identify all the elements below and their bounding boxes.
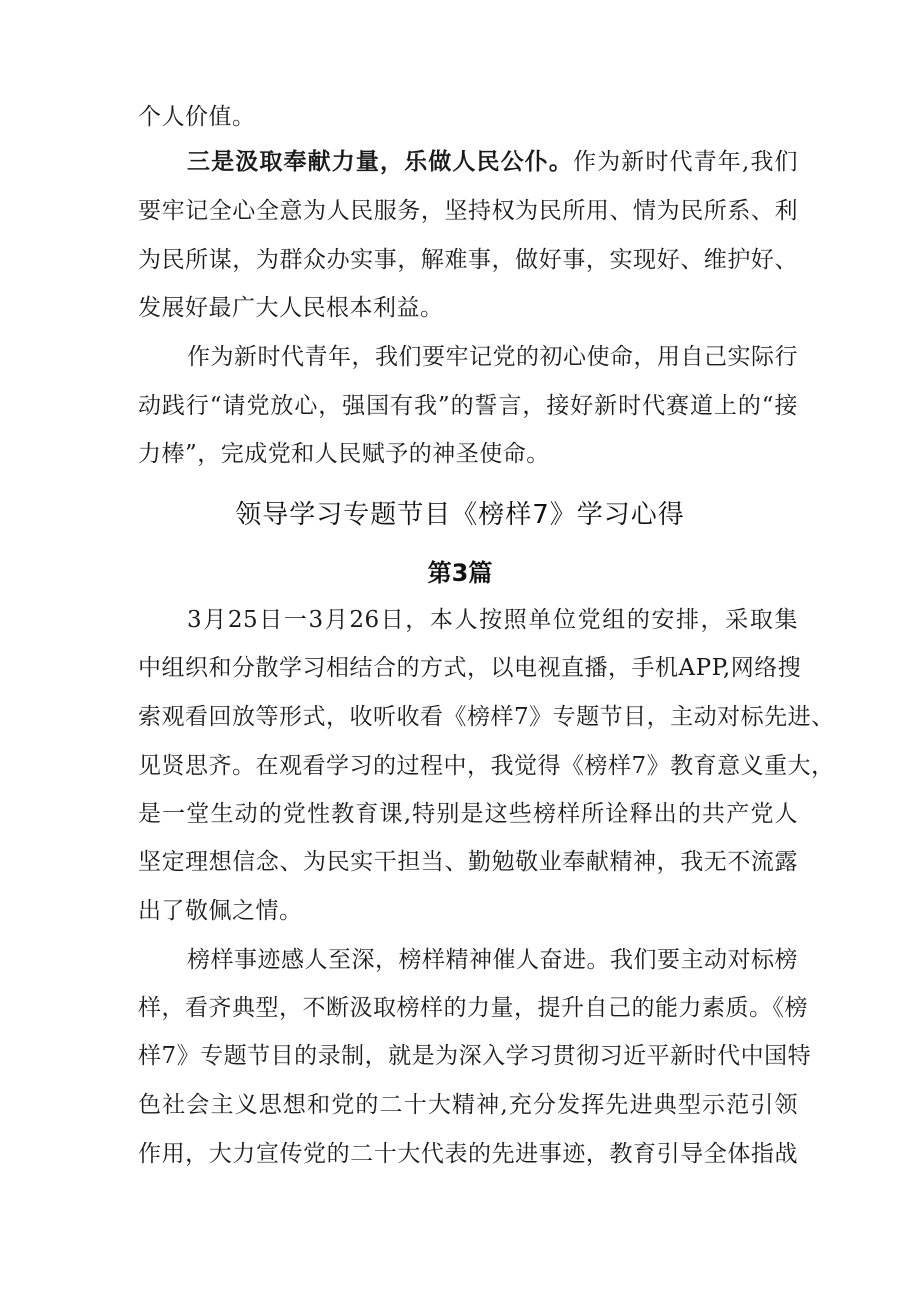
bold-lead-text: 三是汲取奉献力量，乐做人民公仆。 (187, 148, 574, 175)
text-line: 榜样事迹感人至深，榜样精神催人奋进。我们要主动对标榜 (187, 947, 798, 973)
text-line: 中组织和分散学习相结合的方式，以电视直播，手机APP,网络搜 (138, 655, 802, 681)
text-line: 3月25日一3月26日，本人按照单位党组的安排，采取集 (187, 607, 798, 633)
text-line: 作为新时代青年,我们 (573, 149, 799, 175)
document-title: 领导学习专题节目《榜样7》学习心得 (235, 500, 685, 530)
text-line: 个人价值。 (138, 104, 256, 130)
text-line: 样，看齐典型，不断汲取榜样的力量，提升自己的能力素质。《榜 (138, 995, 808, 1021)
text-line: 要牢记全心全意为人民服务，坚持权为民所用、情为民所系、利 (138, 198, 798, 224)
text-line: 色社会主义思想和党的二十大精神,充分发挥先进典型示范引领 (138, 1092, 798, 1118)
text-line: 出了敬佩之情。 (138, 898, 303, 924)
text-line: 作为新时代青年，我们要牢记党的初心使命，用自己实际行 (187, 344, 798, 370)
text-line: 样7》专题节目的录制，就是为深入学习贯彻习近平新时代中国特 (138, 1043, 812, 1069)
text-line: 坚定理想信念、为民实干担当、勤勉敬业奉献精神，我无不流露 (138, 849, 798, 875)
paragraph-first-line (187, 146, 798, 178)
text-line: 力棒”，完成党和人民赋予的神圣使命。 (138, 441, 550, 467)
document-subtitle: 第3篇 (427, 559, 493, 587)
text-line: 索观看回放等形式，收听收看《榜样7》专题节目，主动对标先进、 (138, 704, 835, 730)
text-line: 见贤思齐。在观看学习的过程中，我觉得《榜样7》教育意义重大， (138, 753, 835, 779)
text-line: 作用，大力宣传党的二十大代表的先进事迹，教育引导全体指战 (138, 1141, 798, 1167)
text-line: 动践行“请党放心，强国有我”的誓言，接好新时代赛道上的“接 (138, 393, 798, 419)
text-line: 为民所谋，为群众办实事，解难事，做好事，实现好、维护好、 (138, 247, 798, 273)
text-line: 是一堂生动的党性教育课,特别是这些榜样所诠释出的共产党人 (138, 801, 798, 827)
text-line: 发展好最广大人民根本利益。 (138, 295, 444, 321)
